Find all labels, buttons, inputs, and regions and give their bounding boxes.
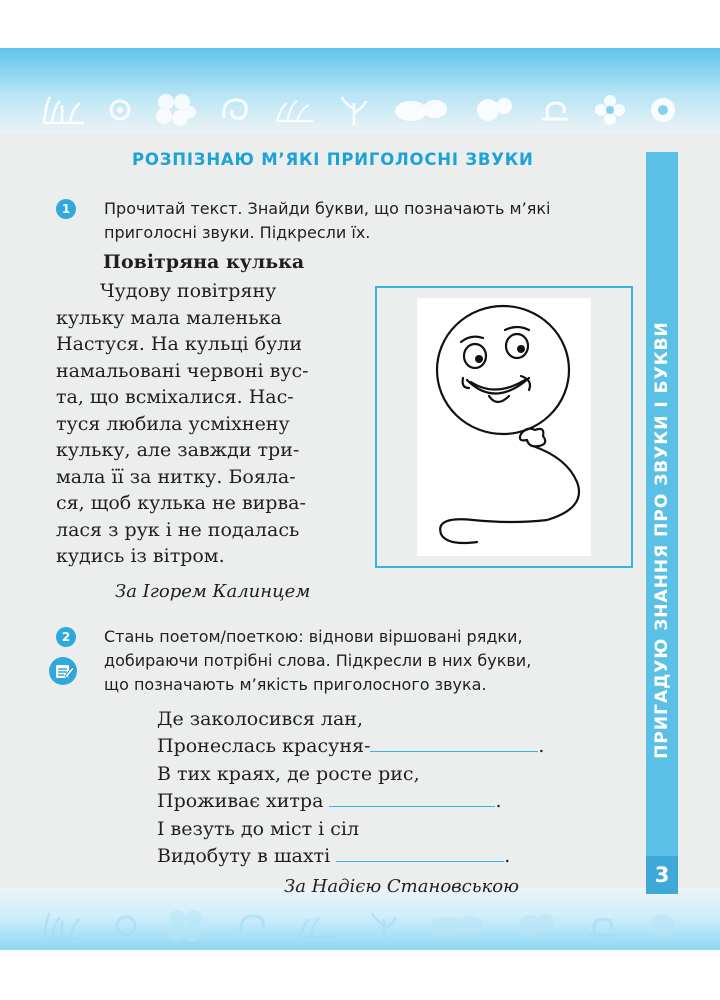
grass-ornament-icon [40,93,88,127]
ornament-strip-bottom [40,906,680,946]
instruction-line: що позначають м’якість приголосного звука. [104,675,487,694]
task-2-instruction [104,625,531,697]
story-author: За Ігорем Калинцем [115,581,311,602]
poem-line-text: Де заколосився лан, [157,708,364,730]
task-2-number-badge: 2 [56,627,76,647]
poem-line-end: . [495,790,502,813]
poem-line [157,706,544,733]
hydrangea-ornament-icon [164,906,210,946]
answer-blank[interactable] [329,788,495,807]
poem-line-text: Проживає хитра [157,790,330,813]
instruction-line: добираючи потрібні слова. Підкресли в них букви, [104,651,532,670]
birds-ornament-icon [391,91,451,129]
flower-ornament-icon [470,92,518,128]
story-line: кудись із вітром. [56,545,225,567]
story-line: Настуся. На кульці були [56,333,303,355]
grass-ornament-icon [40,909,88,943]
side-chapter-title: ПРИГАДУЮ ЗНАННЯ ПРО ЗВУКИ І БУКВИ [652,321,672,759]
snail-ornament-icon [218,94,254,126]
sun-ornament-icon [646,93,680,127]
flower-ornament-icon [512,908,560,944]
poem-line-text: Видобуту в шахті [157,845,337,868]
poem-author: За Надією Становською [284,876,519,897]
story-title: Повітряна кулька [103,251,305,273]
poem-line-end: . [504,845,511,868]
story-line: лася з рук і не подалась [56,518,300,541]
story-text [56,278,376,570]
snail-ornament-icon [235,910,271,942]
sprout-ornament-icon [336,93,372,127]
task-1-number-badge: 1 [56,199,76,219]
hydrangea-ornament-icon [152,90,198,130]
poem-line [157,843,544,870]
answer-blank[interactable] [370,733,538,752]
illustration-frame [375,286,633,568]
birds-ornament-icon [427,907,487,945]
story-line: мала її за нитку. Бояла- [56,465,296,488]
poem [157,706,544,870]
answer-blank[interactable] [336,843,504,862]
flower-ornament-icon [107,97,133,123]
story-line: кульку, але завжди три- [56,439,300,461]
poem-line [157,761,544,788]
story-line: туся любила усміхнену [56,412,290,435]
pencil-notebook-icon [48,656,78,686]
snail-ornament-icon [538,95,574,125]
story-line: ся, щоб кулька не вирва- [56,492,306,514]
ornament-strip-top [40,90,680,130]
flower-ornament-icon [593,93,627,127]
story-line: Чудову повітряну [100,280,277,302]
snail-ornament-icon [585,911,621,941]
page-number: 3 [646,856,678,894]
poem-line [157,816,544,843]
balloon-icon [417,298,591,556]
instruction-line: Прочитай текст. Знайди букви, що позначають м’які [104,199,551,218]
instruction-line: приголосні звуки. Підкресли їх. [104,223,371,242]
sprout-ornament-icon [366,909,402,943]
grass-ornament-icon [296,911,340,941]
balloon-illustration [417,298,591,556]
grass-ornament-icon [273,95,317,125]
instruction-line: Стань поетом/поеткою: віднови віршовані рядки, [104,627,523,646]
poem-line [157,788,544,815]
poem-line-text: І везуть до міст і сіл [157,817,360,840]
story-line: кульку мала маленька [56,306,282,329]
story-line: намальовані червоні вус- [56,359,309,382]
flower-ornament-icon [113,913,139,939]
poem-line-end: . [538,735,545,758]
poem-line-text: Пронеслась красуня- [157,735,371,758]
poem-line-text: В тих краях, де росте рис, [157,762,420,785]
story-line: та, що всміхалися. Нас- [56,386,294,408]
sun-ornament-icon [646,909,680,943]
page-title: РОЗПІЗНАЮ М’ЯКІ ПРИГОЛОСНІ ЗВУКИ [132,150,534,169]
task-1-instruction [104,197,550,245]
poem-line [157,733,544,760]
